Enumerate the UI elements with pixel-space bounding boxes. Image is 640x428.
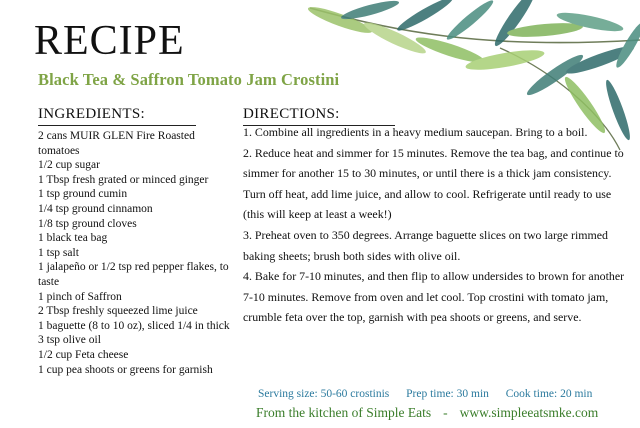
directions-heading: [243, 106, 340, 123]
ingredient-item: 1 black tea bag: [38, 232, 108, 245]
ingredient-item: 1/8 tsp ground cloves: [38, 217, 137, 230]
direction-step-1: 1. Combine all ingredients in a heavy medium saucepan. Bring to a boil.: [243, 125, 588, 139]
direction-step-4: 4. Bake for 7-10 minutes, and then flip to allow undersides to brown for another 7-10 minutes. Remove from oven and let cool. Top crostini with tomato jam, crumble feta over the top, garnish with pea shoots or greens, and serve.: [243, 269, 625, 325]
serving-size: Serving size: 50-60 crostinis: [258, 388, 390, 400]
ingredient-item: 1/4 tsp ground cinnamon: [38, 202, 153, 215]
footer-separator: -: [443, 405, 448, 420]
ingredient-item: 1 Tbsp fresh grated or minced ginger: [38, 173, 209, 186]
website-link[interactable]: www.simpleeatsmke.com: [459, 405, 599, 420]
recipe-subtitle: Black Tea & Saffron Tomato Jam Crostini: [38, 70, 340, 89]
direction-step-3: 3. Preheat oven to 350 degrees. Arrange baguette slices on two large rimmed baking sheets; brush both sides with olive oil.: [243, 227, 608, 263]
ingredients-heading: [38, 106, 145, 123]
prep-time: Prep time: 30 min: [406, 388, 489, 400]
ingredient-item: 1 tsp ground cumin: [38, 188, 128, 201]
ingredient-item: 1/2 cup Feta cheese: [38, 348, 129, 361]
ingredient-item: 1 pinch of Saffron: [38, 290, 122, 303]
cook-time: Cook time: 20 min: [505, 388, 593, 400]
directions-text: [243, 122, 628, 328]
ingredient-item: 1 tsp salt: [38, 246, 79, 259]
ingredients-heading-underline: [38, 125, 196, 126]
ingredient-item: 2 cans MUIR GLEN Fire Roasted tomatoes: [38, 130, 195, 157]
ingredients-heading-label: INGREDIENTS:: [38, 106, 145, 122]
directions-heading-label: DIRECTIONS:: [243, 106, 340, 122]
recipe-meta: [258, 388, 606, 400]
footer: [256, 405, 598, 421]
ingredient-item: 1 jalapeño or 1/2 tsp red pepper flakes, to taste: [38, 261, 229, 288]
ingredients-list: [38, 129, 234, 377]
kitchen-credit: From the kitchen of Simple Eats: [256, 405, 432, 420]
ingredient-item: 2 Tbsp freshly squeezed lime juice: [38, 305, 198, 318]
ingredient-item: 1 cup pea shoots or greens for garnish: [38, 363, 213, 376]
direction-step-2: 2. Reduce heat and simmer for 15 minutes. Remove the tea bag, and continue to simmer for another 15 to 30 minutes, or until there is a thick jam consistency. Turn off heat, add lime juice, and allow to cool. Refrigerate until ready to use (this will keep at least a week!): [243, 145, 624, 222]
ingredient-item: 1 baguette (8 to 10 oz), sliced 1/4 in thick: [38, 319, 230, 332]
ingredient-item: 1/2 cup sugar: [38, 159, 100, 172]
recipe-title: RECIPE: [34, 18, 185, 64]
ingredient-item: 3 tsp olive oil: [38, 334, 101, 347]
